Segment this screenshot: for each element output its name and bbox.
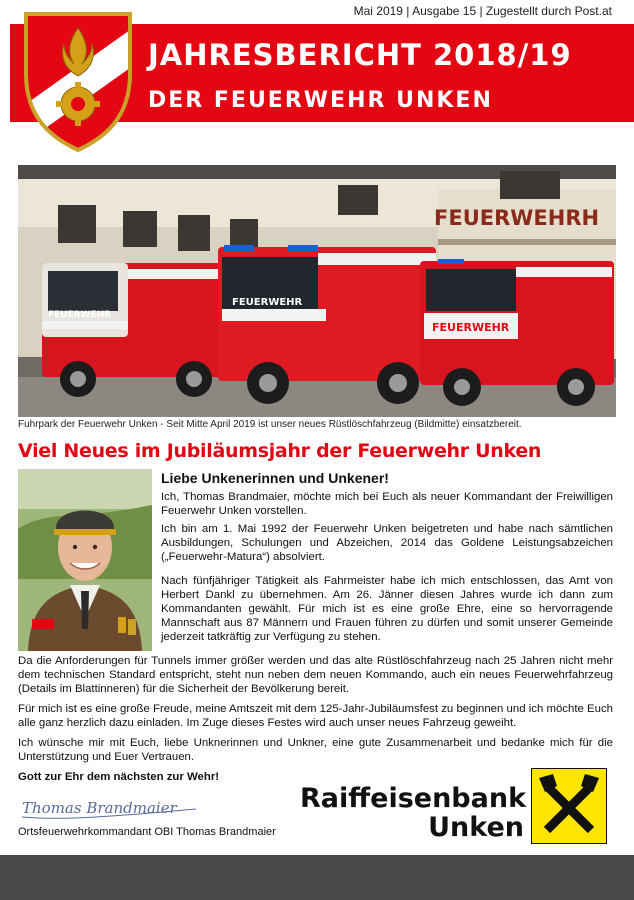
truck-label-right: FEUERWEHR: [432, 321, 510, 334]
bank-name-line2: Unken: [428, 812, 524, 843]
paragraph-introduction: Ich, Thomas Brandmaier, möchte mich bei Euch als neuer Kommandant der Freiwilligen Feuerwehr Unken vorstellen.: [161, 491, 613, 517]
paragraph-anniversary: Für mich ist es eine große Freude, meine Amtszeit mit dem 125-Jahr-Jubiläumsfest zu beginnen und ich möchte Euch alle ganz herzlich dazu einladen. Im Zuge dieses Festes wird auch unser neues Fahrzeug geweiht.: [18, 703, 613, 729]
paragraph-thanks: Ich wünsche mir mit Euch, liebe Unknerinnen und Unkner, eine gute Zusammenarbeit und bedanke mich für die Unterstützung und Euer Vertrauen.: [18, 737, 613, 763]
fire-brigade-crest-icon: [20, 10, 136, 154]
paragraph-new-vehicle: Da die Anforderungen für Tunnels immer größer werden und das alte Rüstlöschfahrzeug nach 25 Jahren nicht mehr dem technischen Standard entspricht, steht nun neben dem neuen Kommando, auch ein neues Feuerwehrfahrzeug (Details im Blattinneren) für die Sicherheit der Bevölkerung bereit.: [18, 655, 613, 695]
report-subtitle: DER FEUERWEHR UNKEN: [148, 88, 493, 113]
raiffeisen-gable-cross-icon: [531, 768, 607, 844]
paragraph-election: Nach fünfjähriger Tätigkeit als Fahrmeister habe ich mich entschlossen, das Amt von Herbert Dankl zu übernehmen. Am 26. Jänner diesen Jahres wurde ich dann zum Kommandanten gewählt. Für mich ist es eine große Ehre, eine so hervorragende Mannschaft aus 87 Männern und Frauen führen zu dürfen und somit unserer Gemeinde jederzeit tatkräftig zur Verfügung zu stehen.: [161, 575, 613, 643]
bank-name-line1: Raiffeisenbank: [300, 783, 527, 814]
signature-line: Ortsfeuerwehrkommandant OBI Thomas Brandmaier: [18, 826, 276, 838]
commander-portrait: [18, 469, 152, 651]
signature-text: Thomas Brandmaier: [22, 799, 177, 817]
article-greeting: Liebe Unkenerinnen und Unkener!: [161, 470, 389, 486]
truck-middle: [218, 245, 436, 404]
closing-motto: Gott zur Ehr dem nächsten zur Wehr!: [18, 771, 220, 783]
raiffeisenbank-name: [300, 783, 527, 843]
truck-label-left: FEUERWEHR: [48, 310, 112, 320]
article-headline: Viel Neues im Jubiläumsjahr der Feuerwehr Unken: [18, 440, 542, 462]
footer-bar: [0, 855, 634, 900]
truck-label-middle: FEUERWEHR: [232, 297, 303, 308]
issue-line: Mai 2019 | Ausgabe 15 | Zugestellt durch Post.at: [353, 4, 612, 18]
truck-left: [42, 263, 232, 397]
paragraph-membership: Ich bin am 1. Mai 1992 der Feuerwehr Unken beigetreten und habe nach sämtlichen Ausbildungen, Schulungen und Abzeichen, 2014 das Goldene Leistungsabzeichen („Feuerwehr-Matura“) absolviert.: [161, 523, 613, 563]
fleet-photo: [18, 165, 616, 417]
handwritten-signature: [18, 789, 200, 823]
report-title: JAHRESBERICHT 2018/19: [148, 38, 572, 72]
photo-caption: Fuhrpark der Feuerwehr Unken - Seit Mitte April 2019 ist unser neues Rüstlöschfahrzeug (Bildmitte) einsatzbereit.: [18, 419, 522, 430]
truck-right: [420, 259, 614, 406]
building-sign: FEUERWEHRH: [434, 206, 600, 230]
